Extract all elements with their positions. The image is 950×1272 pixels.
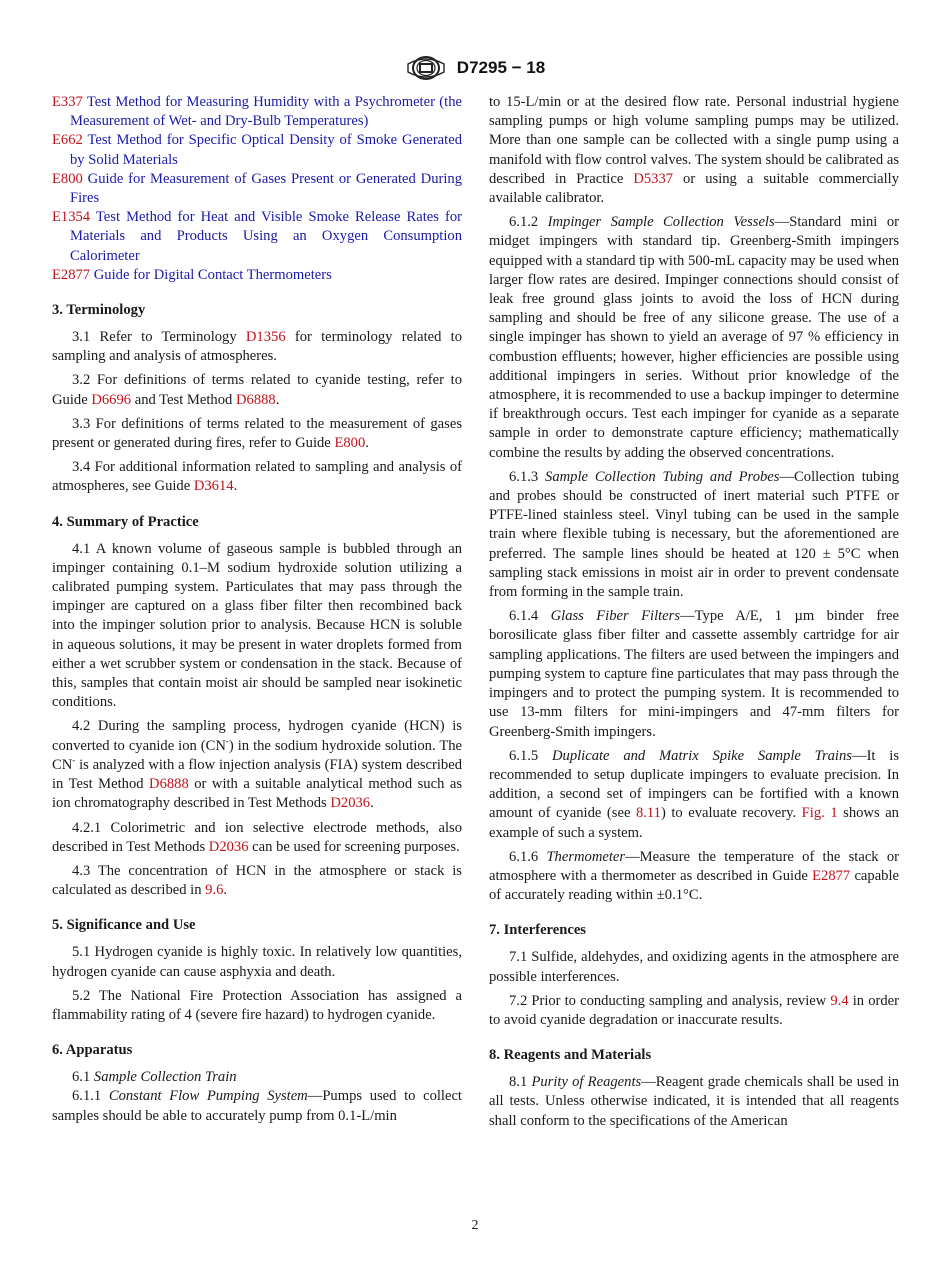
link[interactable]: D5337: [633, 170, 674, 187]
paragraph: 6.1.3 Sample Collection Tubing and Probes—Collection tubing and probes should be constructed of inert material such PTFE or PTFE-lined stainless steel. Vinyl tubing can be used in the sample train where flexible tubing is necessary, but the aforementioned are preferred. The sample lines should be heated at 120 ± 5°C when sampling stack emissions in moist air in order to prevent condensate from forming in the sample train.: [489, 468, 899, 601]
link[interactable]: E2877: [812, 867, 851, 884]
paragraph: 6.1.1 Constant Flow Pumping System—Pumps used to collect samples should be able to accurately pump from 0.1-L/min: [52, 1088, 462, 1124]
page-number: 2: [471, 1218, 479, 1233]
left-column: [52, 93, 462, 1131]
section-heading: 8. Reagents and Materials: [489, 1047, 652, 1064]
paragraph: 4.2.1 Colorimetric and ion selective electrode methods, also described in Test Methods D2036 can be used for screening purposes.: [52, 819, 462, 855]
paragraph: 3.2 For definitions of terms related to cyanide testing, refer to Guide D6696 and Test Method D6888.: [52, 372, 462, 408]
link[interactable]: 8.11: [635, 805, 661, 822]
paragraph: 3.4 For additional information related to sampling and analysis of atmospheres, see Guide D3614.: [52, 459, 462, 495]
paragraph: 6.1.2 Impinger Sample Collection Vessels—Standard mini or midget impingers with standard tip. Greenberg-Smith impingers equipped with a standard tip with 500-mL capacity may be used when larger flow rates are desired. Impinger connections should consist of leak free ground glass joints to avoid the loss of HCN during sampling and should be free of any silicone grease. The use of a single impinger has shown to yield an average of 97 % efficiency in combustion effluents; however, higher efficiencies are possible using additional impingers in series. Without prior knowledge of the atmosphere, it is recommended to use a backup impinger to determine if breakthrough occurs. Test each impinger for cyanide as a separate sample in order to demonstrate capture efficiency; mathematically combine the results by adding the observed concentrations.: [489, 214, 899, 461]
paragraph: 5.1 Hydrogen cyanide is highly toxic. In relatively low quantities, hydrogen cyanide can cause asphyxia and death.: [52, 944, 462, 980]
reference-item[interactable]: E1354 Test Method for Heat and Visible Smoke Release Rates for Materials and Products Using an Oxygen Consumption Calorimeter: [52, 209, 462, 264]
section-heading: 6. Apparatus: [52, 1042, 133, 1059]
link[interactable]: 9.6: [205, 882, 224, 899]
paragraph: 7.2 Prior to conducting sampling and analysis, review 9.4 in order to avoid cyanide degradation or inaccurate results.: [489, 992, 899, 1028]
link[interactable]: Fig. 1: [801, 805, 838, 822]
link[interactable]: D6696: [91, 391, 132, 408]
link[interactable]: D3614: [193, 478, 234, 495]
section-heading: 5. Significance and Use: [52, 917, 196, 934]
reference-item[interactable]: E800 Guide for Measurement of Gases Present or Generated During Fires: [52, 170, 462, 207]
reference-item[interactable]: E337 Test Method for Measuring Humidity with a Psychrometer (the Measurement of Wet- and Dry-Bulb Temperatures): [52, 94, 462, 130]
link[interactable]: 9.4: [830, 992, 849, 1009]
link[interactable]: E800: [334, 435, 366, 452]
paragraph: 8.1 Purity of Reagents—Reagent grade chemicals shall be used in all tests. Unless otherwise indicated, it is intended that all reagents shall conform to the specifications of the American: [489, 1074, 900, 1129]
section-heading: 4. Summary of Practice: [52, 513, 199, 530]
paragraph: 3.3 For definitions of terms related to the measurement of gases present or generated during fires, refer to Guide E800.: [52, 415, 462, 452]
link[interactable]: D2036: [330, 795, 371, 812]
paragraph: 6.1 Sample Collection Train: [72, 1069, 237, 1086]
right-column: [489, 93, 899, 1136]
paragraph: 3.1 Refer to Terminology D1356 for terminology related to sampling and analysis of atmospheres.: [52, 329, 462, 365]
paragraph: 6.1.4 Glass Fiber Filters—Type A/E, 1 µm binder free borosilicate glass fiber filter and cassette assembly cartridge for air sampling applications. The filters are used between the impingers and pumping system to capture fine particulates that may pass through the impingers and to protect the pumping system. It is recommended to use 13-mm filters for mini-impingers and 47-mm filters for Greenberg-Smith impingers.: [489, 608, 900, 740]
link[interactable]: D2036: [208, 838, 249, 855]
link[interactable]: D6888: [149, 776, 189, 793]
section-heading: 7. Interferences: [489, 922, 586, 939]
page-header: [0, 56, 950, 80]
reference-list: [52, 93, 462, 285]
paragraph: 6.1.6 Thermometer—Measure the temperature of the stack or atmosphere with a thermometer as described in Guide E2877 capable of accurately reading within ±0.1°C.: [489, 848, 899, 904]
paragraph: 4.2 During the sampling process, hydrogen cyanide (HCN) is converted to cyanide ion (CN-) in the sodium hydroxide solution. The CN- is analyzed with a flow injection analysis (FIA) system described in Test Method D6888 or with a suitable analytical method such as ion chromatography described in Test Methods D2036.: [52, 718, 463, 812]
section-heading: 3. Terminology: [52, 302, 146, 319]
reference-item[interactable]: E662 Test Method for Specific Optical Density of Smoke Generated by Solid Materials: [52, 132, 462, 168]
link[interactable]: D6888: [235, 391, 276, 408]
paragraph: 7.1 Sulfide, aldehydes, and oxidizing agents in the atmosphere are possible interferences.: [489, 949, 899, 985]
paragraph: 4.3 The concentration of HCN in the atmosphere or stack is calculated as described in 9.6.: [52, 862, 462, 899]
paragraph: 4.1 A known volume of gaseous sample is bubbled through an impinger containing 0.1–M sodium hydroxide solution utilizing a calibrated pumping system. Particulates that may pass through the impinger are captured on a glass fiber filter then recombined back into the impinger solution prior to analysis. Because HCN is soluble in aqueous solutions, it may be present in water droplets formed from either a wet scrubber system or condensation in the stack. Because of this, samples that contain moist air should be sampled near isokinetic conditions.: [52, 540, 462, 711]
paragraph: 6.1.5 Duplicate and Matrix Spike Sample Trains—It is recommended to setup duplicate impingers to evaluate precision. In addition, a second set of impingers can be fortified with a known amount of cyanide (see 8.11) to evaluate recovery. Fig. 1 shows an example of such a system.: [489, 747, 899, 841]
reference-item[interactable]: E2877 Guide for Digital Contact Thermometers: [52, 266, 332, 283]
link[interactable]: D1356: [245, 329, 286, 346]
astm-logo-icon: [405, 56, 447, 80]
paragraph: to 15-L/min or at the desired flow rate. Personal industrial hygiene sampling pumps or high volume sampling pumps may be utilized. More than one sample can be collected with a single pump using a manifold with flow control valves. The system should be calibrated as described in Practice D5337 or using a suitable commercially available calibrator.: [489, 94, 899, 207]
paragraph: 5.2 The National Fire Protection Association has assigned a flammability rating of 4 (severe fire hazard) to hydrogen cyanide.: [52, 987, 462, 1023]
document-id: D7295 − 18: [456, 58, 546, 77]
